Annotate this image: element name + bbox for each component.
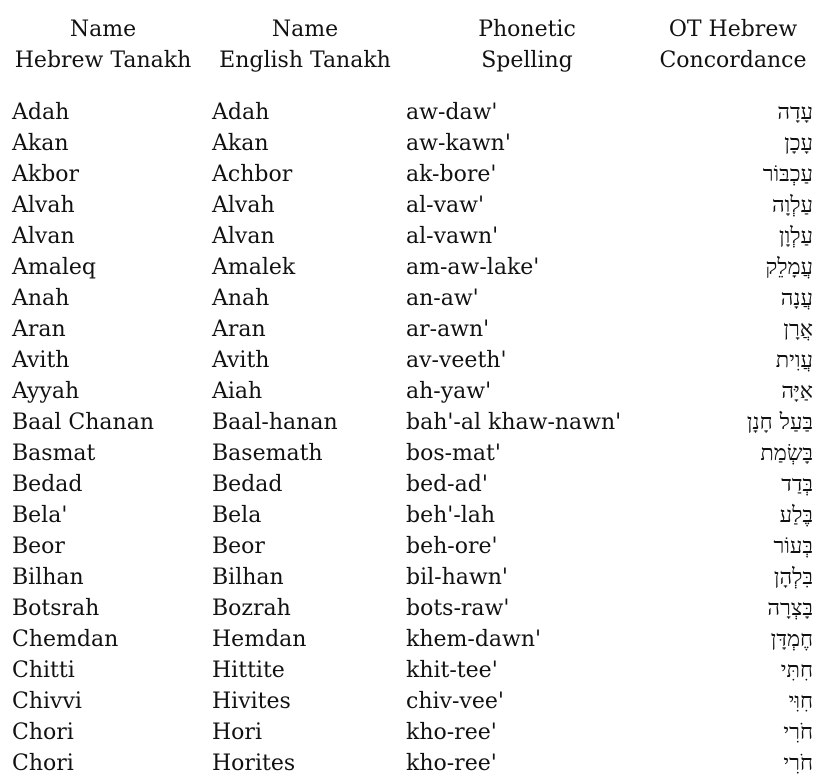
table-row: [0, 717, 825, 748]
hebrew-tanakh-name-cell: Baal Chanan: [12, 410, 155, 435]
hebrew-tanakh-name-cell: Ayyah: [12, 379, 80, 404]
header-line: Name: [271, 17, 339, 42]
header-phonetic-spelling: [436, 14, 618, 76]
hebrew-concordance-cell: עַכְבּוֹר: [762, 162, 813, 187]
header-line: Concordance: [659, 48, 807, 73]
table-row: [0, 407, 825, 438]
hebrew-concordance-cell: חִוִּי: [788, 689, 813, 714]
phonetic-spelling-cell: beh'-lah: [406, 503, 496, 528]
hebrew-concordance-cell: עֲמָלֵק: [765, 255, 813, 280]
phonetic-spelling-cell: aw-daw': [406, 100, 498, 125]
hebrew-concordance-cell: חֹרִי: [783, 751, 813, 776]
hebrew-tanakh-name-cell: Akbor: [12, 162, 80, 187]
table-row: [0, 469, 825, 500]
phonetic-spelling-cell: ar-awn': [406, 317, 490, 342]
english-tanakh-name-cell: Aran: [212, 317, 266, 342]
hebrew-tanakh-name-cell: Aran: [12, 317, 66, 342]
hebrew-concordance-cell: חִתִּי: [780, 658, 813, 683]
header-line: Name: [69, 17, 137, 42]
table-row: [0, 624, 825, 655]
english-tanakh-name-cell: Bozrah: [212, 596, 291, 621]
english-tanakh-name-cell: Bedad: [212, 472, 283, 497]
phonetic-spelling-cell: ak-bore': [406, 162, 497, 187]
hebrew-concordance-cell: עָדָה: [777, 100, 813, 125]
hebrew-tanakh-name-cell: Botsrah: [12, 596, 100, 621]
hebrew-concordance-cell: בָּשְׂמַת: [760, 441, 813, 466]
table-row: [0, 190, 825, 221]
phonetic-spelling-cell: an-aw': [406, 286, 479, 311]
hebrew-tanakh-name-cell: Bedad: [12, 472, 83, 497]
table-row: [0, 500, 825, 531]
phonetic-spelling-cell: ah-yaw': [406, 379, 492, 404]
hebrew-concordance-cell: חֶמְדָּן: [770, 627, 813, 652]
english-tanakh-name-cell: Alvah: [212, 193, 275, 218]
phonetic-spelling-cell: bil-hawn': [406, 565, 508, 590]
table-row: [0, 283, 825, 314]
phonetic-spelling-cell: beh-ore': [406, 534, 498, 559]
table-row: [0, 686, 825, 717]
hebrew-tanakh-name-cell: Adah: [12, 100, 70, 125]
table-row: [0, 655, 825, 686]
hebrew-tanakh-name-cell: Anah: [12, 286, 70, 311]
english-tanakh-name-cell: Hemdan: [212, 627, 307, 652]
english-tanakh-name-cell: Bela: [212, 503, 262, 528]
header-line: Hebrew Tanakh: [14, 48, 192, 73]
hebrew-tanakh-name-cell: Akan: [12, 131, 69, 156]
table-row: [0, 376, 825, 407]
table-row: [0, 748, 825, 779]
hebrew-concordance-cell: בֶּלַע: [779, 503, 813, 528]
hebrew-tanakh-name-cell: Chitti: [12, 658, 75, 683]
header-line: OT Hebrew: [668, 17, 798, 42]
english-tanakh-name-cell: Hivites: [212, 689, 291, 714]
table-row: [0, 314, 825, 345]
phonetic-spelling-cell: bos-mat': [406, 441, 501, 466]
english-tanakh-name-cell: Beor: [212, 534, 265, 559]
hebrew-concordance-cell: עֲנָה: [780, 286, 813, 311]
phonetic-spelling-cell: av-veeth': [406, 348, 507, 373]
hebrew-concordance-cell: בַּעַל חָנָן: [746, 410, 813, 435]
phonetic-spelling-cell: am-aw-lake': [406, 255, 540, 280]
table-row: [0, 128, 825, 159]
table-row: [0, 221, 825, 252]
header-hebrew-tanakh-name: [8, 14, 198, 76]
hebrew-tanakh-name-cell: Basmat: [12, 441, 96, 466]
table-row: [0, 159, 825, 190]
english-tanakh-name-cell: Hori: [212, 720, 262, 745]
table-row: [0, 345, 825, 376]
phonetic-spelling-cell: bots-raw': [406, 596, 510, 621]
table-row: [0, 531, 825, 562]
header-line: Spelling: [481, 48, 573, 73]
table-row: [0, 97, 825, 128]
english-tanakh-name-cell: Anah: [212, 286, 270, 311]
hebrew-tanakh-name-cell: Bilhan: [12, 565, 84, 590]
phonetic-spelling-cell: al-vawn': [406, 224, 499, 249]
hebrew-tanakh-name-cell: Chivvi: [12, 689, 82, 714]
english-tanakh-name-cell: Achbor: [212, 162, 293, 187]
phonetic-spelling-cell: kho-ree': [406, 720, 497, 745]
header-line: English Tanakh: [219, 48, 391, 73]
table-row: [0, 593, 825, 624]
hebrew-concordance-cell: אֲרָן: [783, 317, 813, 342]
english-tanakh-name-cell: Horites: [212, 751, 296, 776]
table-row: [0, 562, 825, 593]
english-tanakh-name-cell: Akan: [212, 131, 269, 156]
table-body: [0, 97, 825, 779]
header-ot-hebrew-concordance: [640, 14, 825, 76]
hebrew-tanakh-name-cell: Avith: [12, 348, 70, 373]
phonetic-spelling-cell: khit-tee': [406, 658, 498, 683]
english-tanakh-name-cell: Adah: [212, 100, 270, 125]
phonetic-spelling-cell: bed-ad': [406, 472, 488, 497]
phonetic-spelling-cell: aw-kawn': [406, 131, 511, 156]
english-tanakh-name-cell: Avith: [212, 348, 270, 373]
hebrew-concordance-cell: בִּלְהָן: [773, 565, 813, 590]
hebrew-tanakh-name-cell: Bela': [12, 503, 68, 528]
english-tanakh-name-cell: Basemath: [212, 441, 323, 466]
hebrew-tanakh-name-cell: Chori: [12, 751, 74, 776]
phonetic-spelling-cell: chiv-vee': [406, 689, 504, 714]
hebrew-concordance-cell: עָכָן: [784, 131, 813, 156]
hebrew-tanakh-name-cell: Alvah: [12, 193, 75, 218]
hebrew-concordance-cell: עַלְוָן: [779, 224, 813, 249]
english-tanakh-name-cell: Hittite: [212, 658, 285, 683]
table-row: [0, 252, 825, 283]
hebrew-concordance-cell: עַלְוָה: [771, 193, 813, 218]
hebrew-concordance-cell: חֹרִי: [783, 720, 813, 745]
hebrew-concordance-cell: בָּצְרָה: [767, 596, 813, 621]
hebrew-concordance-cell: אַיָּה: [781, 379, 813, 404]
hebrew-tanakh-name-cell: Amaleq: [12, 255, 97, 280]
phonetic-spelling-cell: bah'-al khaw-nawn': [406, 410, 622, 435]
hebrew-concordance-cell: עֲוִית: [775, 348, 813, 373]
table-header: [0, 14, 825, 78]
hebrew-tanakh-name-cell: Alvan: [12, 224, 75, 249]
phonetic-spelling-cell: khem-dawn': [406, 627, 542, 652]
table-row: [0, 438, 825, 469]
phonetic-spelling-cell: al-vaw': [406, 193, 485, 218]
header-line: Phonetic: [478, 17, 576, 42]
hebrew-tanakh-name-cell: Chemdan: [12, 627, 119, 652]
phonetic-spelling-cell: kho-ree': [406, 751, 497, 776]
english-tanakh-name-cell: Bilhan: [212, 565, 284, 590]
hebrew-tanakh-name-cell: Chori: [12, 720, 74, 745]
hebrew-concordance-cell: בְּדַד: [781, 472, 813, 497]
hebrew-concordance-cell: בְּעוֹר: [773, 534, 813, 559]
english-tanakh-name-cell: Baal-hanan: [212, 410, 338, 435]
english-tanakh-name-cell: Alvan: [212, 224, 275, 249]
hebrew-tanakh-name-cell: Beor: [12, 534, 65, 559]
header-english-tanakh-name: [212, 14, 398, 76]
english-tanakh-name-cell: Amalek: [212, 255, 296, 280]
english-tanakh-name-cell: Aiah: [212, 379, 263, 404]
